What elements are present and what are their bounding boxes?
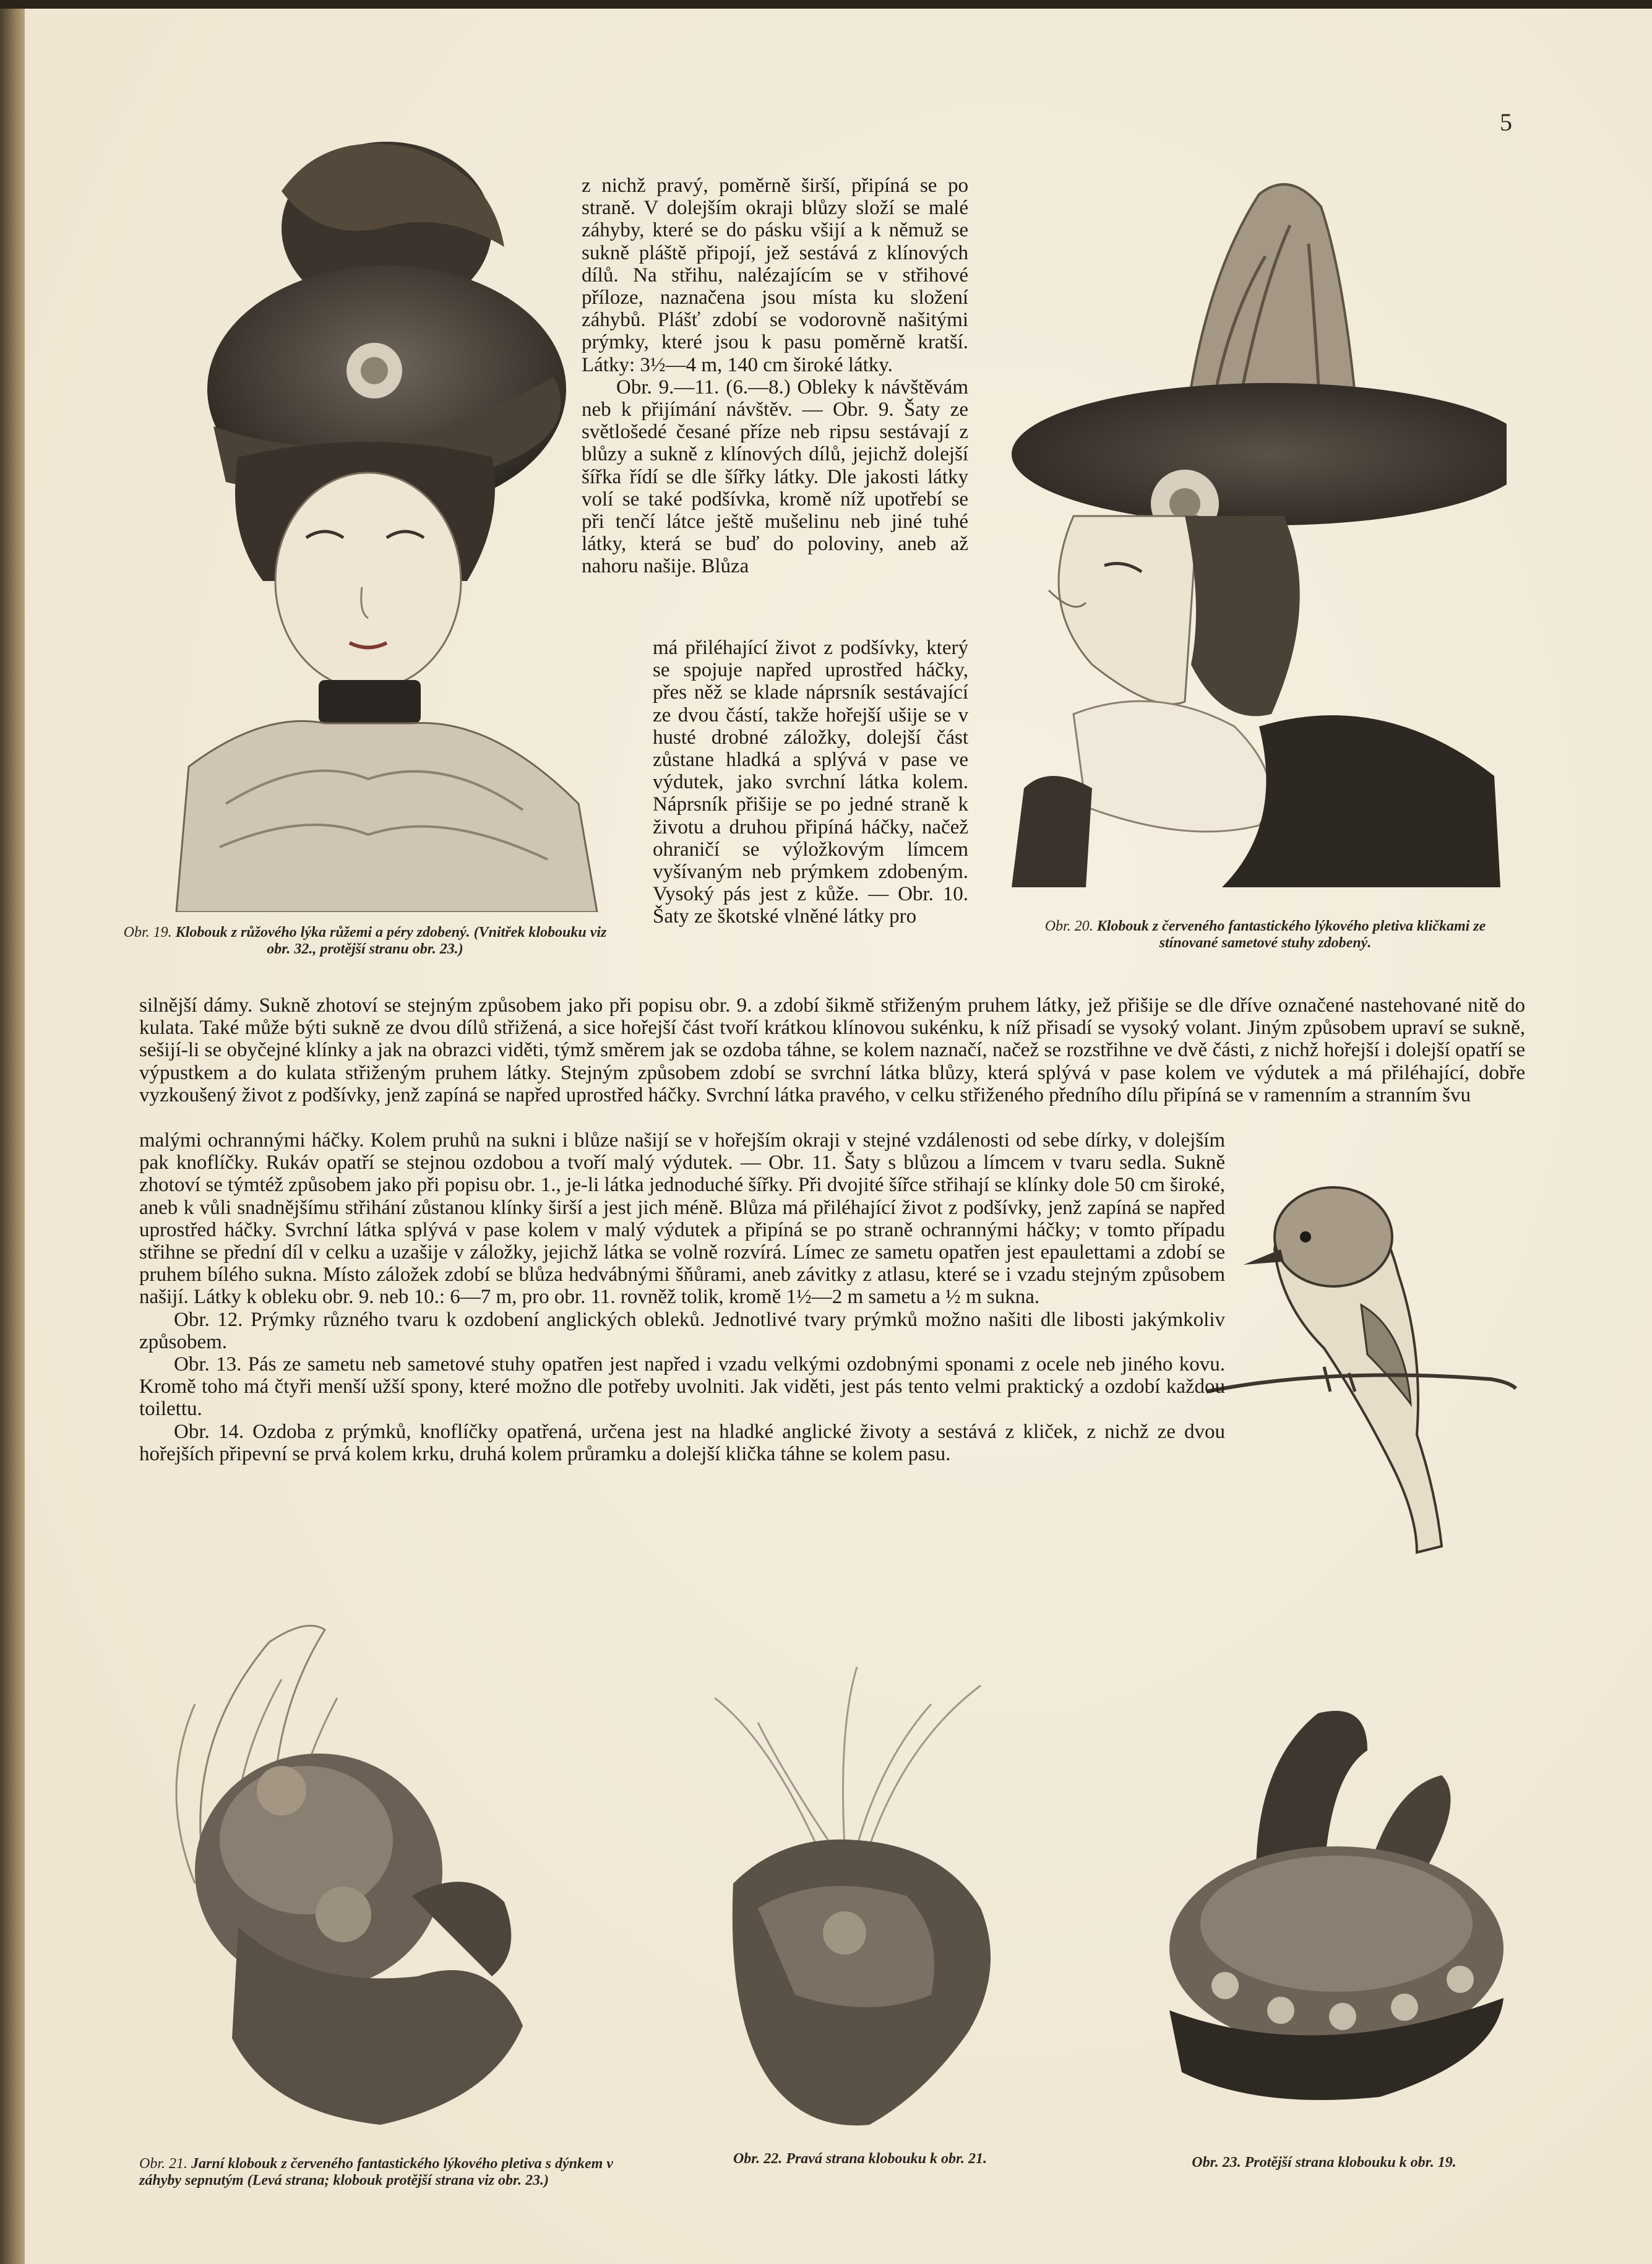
fig21-caption (139, 2156, 616, 2189)
body-left-paragraph: malými ochrannými háčky. Kolem pruhů na sukni i blůze našijí se v hořejším okraji v stejné vzdálenosti od sebe dírky, v dolejším pak knoflíčky. Rukáv opatří se stejnou ozdobou a tvoří malý výdutek. — Obr. 11. Šaty s blůzou a límcem v tvaru sedla. Sukně zhotoví se týmtéž způsobem jako při popisu obr. 1., je-li látka jednoduché šířky. Při dvojité šířce střihají se klínky dole 50 cm široké, aneb k vůli snadnějšímu střihání zůstanou klínky širší a jest jich méně. Blůza má přiléhající život z podšívky, jenž zapíná se napřed uprostřed háčky. Svrchní látka splývá v pase kolem v malý výdutek a připíná se po straně ochrannými háčky; v tomto případu střihne se přední díl v celku a uzašije v záložky, jejichž látka se volně rozvírá. Límec ze sametu opatřen jest epaulettami a zdobí se pruhem bílého sukna. Místo záložek zdobí se blůza hedvábnými šňůrami, aneb závitky z atlasu, které se i vzadu stejným způsobem našijí. Látky k obleku obr. 9. neb 10.: 6—7 m, pro obr. 11. rovněž tolik, kromě 1½—2 m sametu a ½ m sukna. (139, 1129, 1225, 1309)
fig21-caption-number: Obr. 21. (139, 2156, 188, 2172)
fig23-illustration (1132, 1689, 1510, 2146)
magazine-page (25, 9, 1652, 2264)
body-left-text (139, 1129, 1225, 1465)
fig21-illustration (121, 1605, 625, 2143)
obr9-paragraph: Obr. 9.—11. (6.—8.) Obleky k návštěvám neb k přijímání návštěv. — Obr. 9. Šaty ze světlošedé česané příze neb ripsu sestávají z blůzy a sukně z klínových dílů, jejichž dolejší šířka řídí se dle šířky látky. Dle jakosti látky volí se také podšívka, kromě níž upotřebí se při tenčí látce ještě mušelinu neb jiné tuhé látky, která se buď do poloviny, aneb až nahoru našije. Blůza (582, 376, 968, 578)
fig22-caption-text: Obr. 22. Pravá strana klobouku k obr. 21. (733, 2151, 987, 2167)
fig19-caption-number: Obr. 19. (123, 924, 172, 940)
body-wide-paragraph: silnější dámy. Sukně zhotoví se stejným způsobem jako při popisu obr. 9. a zdobí šikmě střiženým pruhem látky, jež přišije se dle dříve označené nastehované nitě do kulata. Také může býti sukně ze dvou dílů střižená, a sice hořejší část tvoří krátkou klínovou sukénku, k níž přisadí se vysoký volant. Jiným způsobem upraví se sukně, sešijí-li se obyčejné klínky a jak na obrazci viděti, týmž směrem jak se ozdoba táhne, se kolem naznačí, načež se rozstřihne ve dvě části, z nichž hořejší i dolejší opatří se výpustkem a do kulata střiženým pruhem látky. Stejným způsobem zdobí se svrchní látka blůzy, která splývá v pase kolem ve výdutek a má přiléhající, dobře vyzkoušený život z podšívky, jenž zapíná se napřed uprostřed háčky. Svrchní látka pravého, v celku střiženého předního dílu připíná se v ramenním a stranním švu (139, 994, 1525, 1106)
fig22-illustration (659, 1648, 1061, 2143)
fig21-caption-text: Jarní klobouk z červeného fantastického lýkového pletiva s dýnkem v záhyby sepnutým (Levá strana; klobouk protější strana viz obr. 23.) (139, 2156, 613, 2189)
narrow-column-text (653, 637, 968, 928)
fig20-caption (1021, 918, 1510, 952)
bird-illustration (1207, 1144, 1522, 1559)
fig23-caption-text: Obr. 23. Protější strana klobouku k obr. 19. (1192, 2154, 1456, 2171)
book-spine-edge (0, 0, 25, 2264)
fig20-illustration (999, 170, 1507, 887)
fig19-caption-text: Klobouk z růžového lýka růžemi a péry zdobený. (Vnitřek klobouku viz obr. 32., protější stranu obr. 23.) (175, 924, 607, 957)
scan-top-edge (0, 0, 1652, 9)
obr13-paragraph: Obr. 13. Pás ze sametu neb sametové stuhy opatřen jest napřed i vzadu velkými ozdobnými sponami z ocele neb jiného kovu. Kromě toho má čtyři menší užší spony, které možno dle potřeby uvolniti. Jak viděti, jest pás tento velmi praktický a ozdobí každou toilettu. (139, 1353, 1225, 1421)
fig20-caption-text: Klobouk z červeného fantastického lýkového pletiva kličkami ze stínované sametové stuhy zdobený. (1096, 918, 1486, 951)
fig23-caption (1169, 2154, 1479, 2171)
fig22-caption (674, 2151, 1046, 2167)
column-top-paragraph: z nichž pravý, poměrně širší, připíná se po straně. V dolejším okraji blůzy složí se malé záhyby, které se do pásku všijí a k němuž se sukně pláště připojí, jež sestává z klínových dílů. Na střihu, nalézajícím se v střihové příloze, naznačena jsou místa ku složení záhybů. Plášť zdobí se vodorovně našitými prýmky, které jsou k pasu poměrně kratší. Látky: 3½—4 m, 140 cm široké látky. (582, 174, 968, 376)
obr12-paragraph: Obr. 12. Prýmky různého tvaru k ozdobení anglických obleků. Jednotlivé tvary prýmků možno našiti dle libosti jakýmkoliv způsobem. (139, 1308, 1225, 1353)
fig19-caption (121, 924, 609, 958)
narrow-column-paragraph: má přiléhající život z podšívky, který se spojuje napřed uprostřed háčky, přes něž se klade náprsník sestávající ze dvou částí, takže hořejší ušije se v husté drobné záložky, dolejší část zůstane hladká a splývá v pase ve výdutek, jako svrchní látka kolem. Náprsník přišije se po jedné straně k životu a druhou připíná háčky, načež ohraničí se výložkovým límcem vyšívaným neb prýmkem zdobeným. Vysoký pás jest z kůže. — Obr. 10. Šaty ze škotské vlněné látky pro (653, 637, 968, 928)
body-wide-text (139, 994, 1525, 1106)
fig19-illustration (121, 136, 609, 912)
center-column-text (582, 174, 968, 578)
obr14-paragraph: Obr. 14. Ozdoba z prýmků, knoflíčky opatřená, určena jest na hladké anglické životy a sestává z kliček, z nichž ze dvou hořejších připevní se prvá kolem krku, druhá kolem průramku a dolejší klička táhne se kolem pasu. (139, 1420, 1225, 1465)
page-number: 5 (1500, 108, 1512, 136)
fig20-caption-number: Obr. 20. (1044, 918, 1093, 934)
